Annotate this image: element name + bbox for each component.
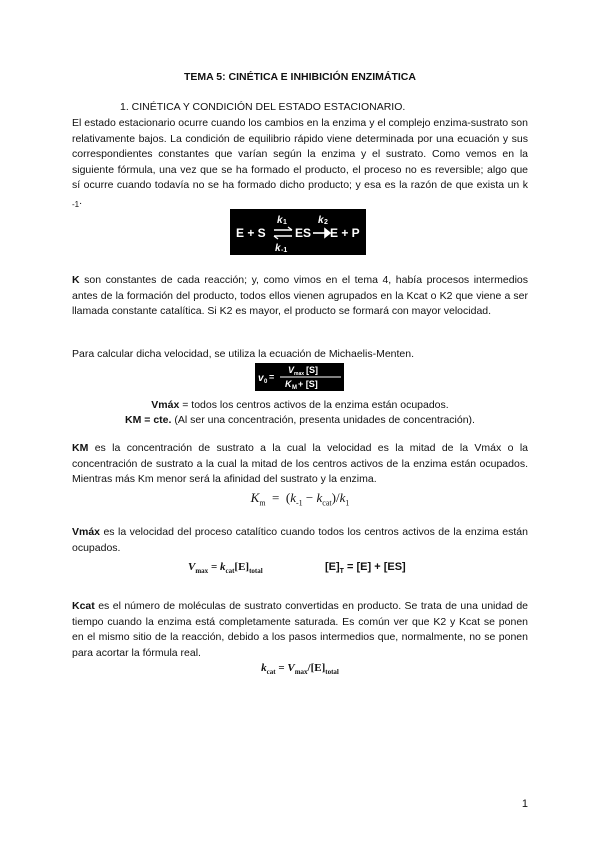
paragraph-kcat: Kcat es el número de moléculas de sustrato convertidas en producto. Se trata de una unidad de tiempo cuando la enzima está completamente saturada. Es común ver que K2 y Kcat se ponen en el mismo sitio de la reacción, debido a los pasos intermedios que, normalmente, no se ponen para acortar la fórmula real. [72, 600, 528, 659]
paragraph-km: KM es la concentración de sustrato a la cual la velocidad es la mitad de la Vmáx o la concentración de sustrato a la cual la mitad de los centros activos de la enzima están ocupados. Mientras más Km menor será la afinidad del sustrato y la enzima. [72, 442, 528, 486]
svg-text:+ [S]: + [S] [298, 379, 318, 389]
svg-text:max: max [294, 371, 305, 377]
reaction-equation [230, 209, 366, 255]
svg-text:0: 0 [264, 379, 268, 385]
svg-text:V: V [288, 365, 295, 375]
svg-text:M: M [292, 385, 297, 391]
enzyme-total-equation: $[E]_T = [E] + [ES]$ [325, 561, 406, 576]
svg-text:1: 1 [283, 219, 287, 226]
svg-text:=: = [269, 372, 275, 382]
svg-text:v: v [258, 373, 264, 384]
svg-text:K: K [285, 379, 292, 389]
svg-text:2: 2 [324, 219, 328, 226]
definition-km: KM = cte. (Al ser una concentración, presenta unidades de concentración). [125, 414, 475, 426]
page-title: TEMA 5: CINÉTICA E INHIBICIÓN ENZIMÁTICA [184, 71, 416, 83]
paragraph-k-constants: K son constantes de cada reacción; y, como vimos en el tema 4, había procesos intermedios antes de la formación del producto, todos ellos vienen agrupados en la Kcat o K2 que viene a ser llamada constante catalítica. Si K2 es mayor, el producto se formará con mayor velocidad. [72, 274, 528, 318]
vmax-equation: $V_{max} = k_{cat}[E]_{total}$ [188, 561, 263, 576]
definition-vmax: Vmáx = todos los centros activos de la enzima están ocupados. [151, 399, 449, 411]
equilibrium-arrows-icon [274, 227, 292, 239]
page-number: 1 [521, 798, 528, 810]
subscript: -1 [72, 200, 80, 210]
kcat-equation: $k_{cat} = V_{max}/[E]_{total}$ [261, 662, 339, 677]
michaelis-menten-equation [255, 363, 344, 391]
forward-arrow-icon [313, 229, 330, 237]
paragraph-text: El estado estacionario ocurre cuando los cambios en la enzima y el complejo enzima-sustrato son relativamente bajos. La condición de equilibrio rápido viene determinada por una ecuación y sus correspondientes constantes que varían según la enzima y el sustrato. Como vemos en la siguiente fórmula, una vez que se ha formado el producto, el proceso no es reversible; algo que sí ocurre cuando todavía no se ha formado dicho producto; y esa es la razón de que exista un k [72, 117, 528, 192]
eq-k2: k [318, 215, 324, 226]
paragraph-steady-state: El estado estacionario ocurre cuando los cambios en la enzima y el complejo enzima-sustrato son relativamente bajos. La condición de equilibrio rápido viene determinada por una ecuación y sus correspondientes constantes que varían según la enzima y el sustrato. Como vemos en la siguiente fórmula, una vez que se ha formado el producto, el proceso no es reversible; algo que sí ocurre cuando todavía no se ha formado dicho producto; y esa es la razón de que exista un k $_{-1}$. [72, 117, 528, 210]
eq-mid: ES [295, 226, 312, 240]
eq-km1: k [275, 243, 281, 254]
km-equation: $K_m = (k_{-1} - k_{cat})/k_1$ [250, 490, 350, 508]
eq-right: E + P [330, 226, 360, 240]
eq-left: E + S [236, 226, 266, 240]
paragraph-michaelis: Para calcular dicha velocidad, se utiliza la ecuación de Michaelis-Menten. [72, 348, 415, 360]
section-heading: 1. CINÉTICA Y CONDICIÓN DEL ESTADO ESTACIONARIO. [120, 101, 406, 113]
svg-text:[S]: [S] [306, 365, 318, 375]
svg-text:-1: -1 [281, 247, 288, 254]
eq-k1: k [277, 215, 283, 226]
paragraph-vmax: Vmáx es la velocidad del proceso catalítico cuando todos los centros activos de la enzima están ocupados. [72, 526, 528, 554]
